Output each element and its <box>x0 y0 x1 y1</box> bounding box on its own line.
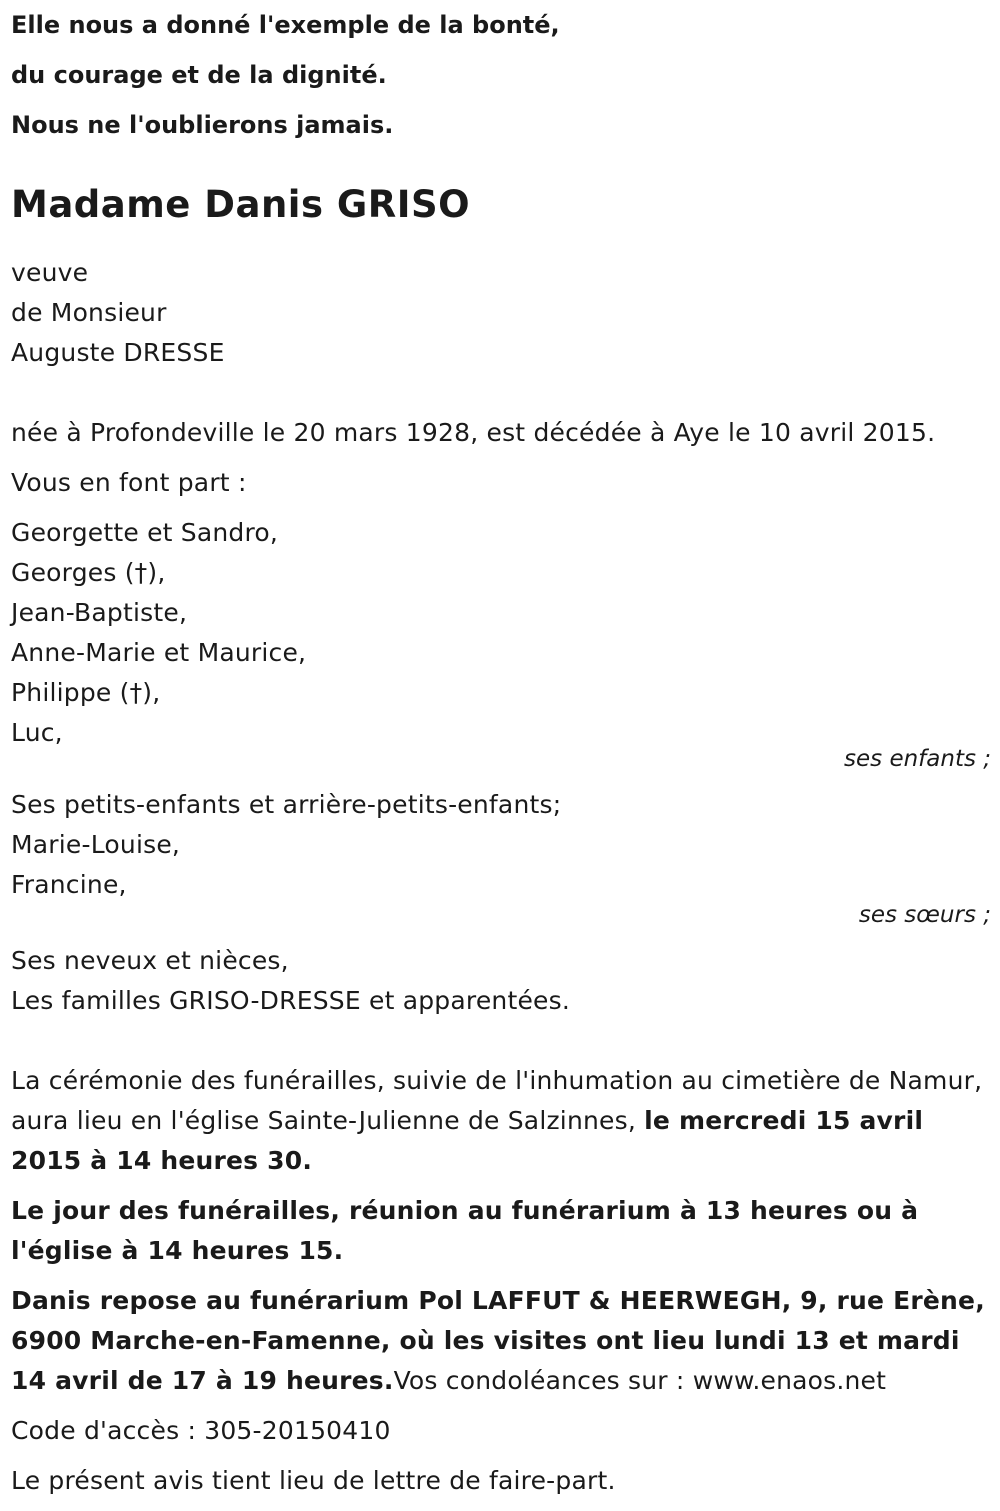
condolences-text: Vos condoléances sur : www.enaos.net <box>393 1366 887 1395</box>
sisters-list <box>11 825 991 905</box>
epitaph-line: Nous ne l'oublierons jamais. <box>11 111 394 139</box>
epitaph-line: Elle nous a donné l'exemple de la bonté, <box>11 11 560 39</box>
deceased-name: Madame Danis GRISO <box>11 183 471 226</box>
children-list <box>11 513 991 753</box>
spouse-line: veuve <box>11 258 89 287</box>
sister-item: Francine, <box>11 870 127 899</box>
grandchildren: Ses petits-enfants et arrière-petits-enfants; <box>11 790 562 819</box>
visitation-text: Danis repose au funérarium Pol LAFFUT & HEERWEGH, 9, rue Erène, 6900 Marche-en-Famenne, où les visites ont lieu lundi 13 et mardi 14 avril de 17 à 19 heures. <box>11 1286 985 1395</box>
epitaph-line: du courage et de la dignité. <box>11 61 387 89</box>
child-item: Luc, <box>11 718 63 747</box>
other-relative-item: Ses neveux et nièces, <box>11 946 289 975</box>
ceremony-text: La cérémonie des funérailles, suivie de l'inhumation au cimetière de Namur, aura lieu en l'église Sainte-Julienne de Salzinnes, <box>11 1066 983 1135</box>
birth-death: née à Profondeville le 20 mars 1928, est décédée à Aye le 10 avril 2015. <box>11 418 936 447</box>
notice-text: Le présent avis tient lieu de lettre de faire-part. <box>11 1466 616 1495</box>
other-relatives <box>11 941 991 1021</box>
ceremony-date: le mercredi 15 avril 2015 à 14 heures 30. <box>11 1106 924 1175</box>
child-item: Georgette et Sandro, <box>11 518 279 547</box>
ceremony-paragraph <box>11 1061 991 1181</box>
sisters-label: ses sœurs ; <box>858 902 991 928</box>
spouse-line: de Monsieur <box>11 298 167 327</box>
access-code: Code d'accès : 305-20150410 <box>11 1416 391 1445</box>
epitaph <box>11 0 991 150</box>
announcers-intro: Vous en font part : <box>11 468 247 497</box>
child-item: Jean-Baptiste, <box>11 598 188 627</box>
child-item: Philippe (†), <box>11 678 161 707</box>
visitation-paragraph <box>11 1281 991 1401</box>
spouse-block <box>11 253 991 373</box>
children-label: ses enfants ; <box>844 746 991 772</box>
sister-item: Marie-Louise, <box>11 830 181 859</box>
obituary-notice <box>11 0 991 1501</box>
child-item: Georges (†), <box>11 558 166 587</box>
meeting-paragraph: Le jour des funérailles, réunion au funérarium à 13 heures ou à l'église à 14 heures 15. <box>11 1196 919 1265</box>
child-item: Anne-Marie et Maurice, <box>11 638 307 667</box>
spouse-line: Auguste DRESSE <box>11 338 225 367</box>
other-relative-item: Les familles GRISO-DRESSE et apparentées. <box>11 986 570 1015</box>
